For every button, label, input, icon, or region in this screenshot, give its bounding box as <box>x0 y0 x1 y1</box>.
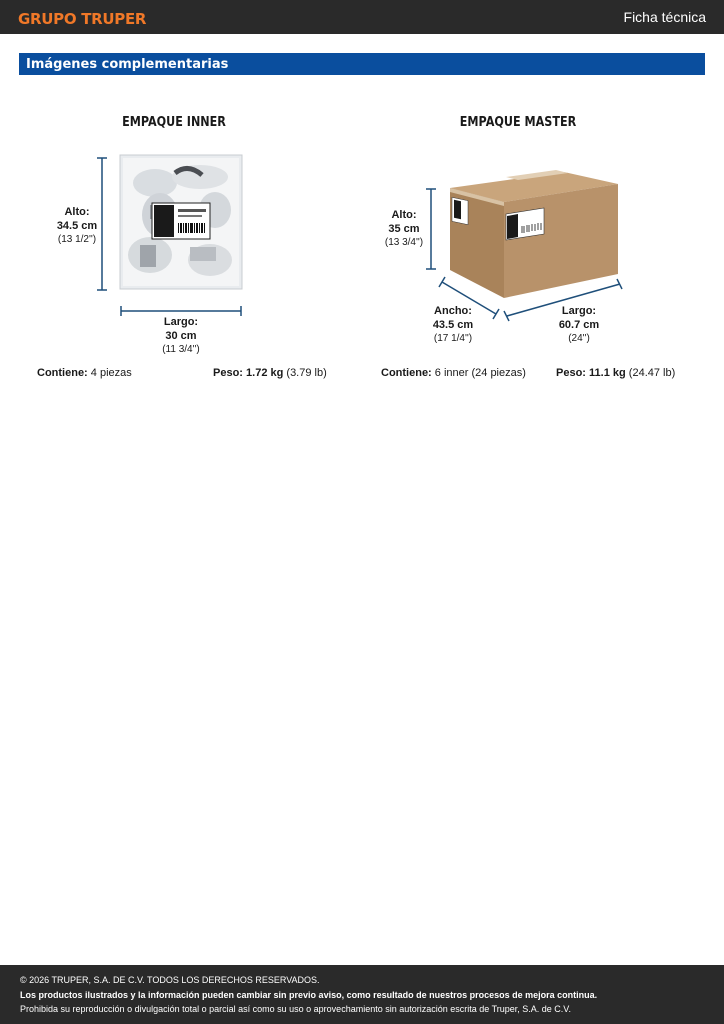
inner-package-title: EMPAQUE INNER <box>122 115 226 130</box>
inner-height-value: 34.5 cm <box>56 220 98 232</box>
master-contents <box>381 367 526 379</box>
master-length-label <box>551 304 607 346</box>
master-width-value: 43.5 cm <box>432 319 474 331</box>
inner-weight-value: 1.72 kg <box>246 367 284 379</box>
footer-notice: Los productos ilustrados y la información pueden cambiar sin previo aviso, como resultado de nuestros procesos de mejora continua. <box>20 990 598 1000</box>
inner-length-label <box>151 315 211 357</box>
footer-copyright: © 2026 TRUPER, S.A. DE C.V. TODOS LOS DERECHOS RESERVADOS. <box>20 975 320 985</box>
section-header <box>19 53 705 75</box>
master-weight-label: Peso: <box>556 367 586 379</box>
master-height-label <box>381 208 427 250</box>
master-contents-label: Contiene: <box>381 367 432 379</box>
inner-contents-value: 4 piezas <box>90 367 132 379</box>
inner-length-caption: Largo: <box>163 316 199 328</box>
inner-length-imperial: (11 3/4'') <box>162 344 200 355</box>
inner-height-label <box>52 205 102 247</box>
master-width-label <box>426 304 480 346</box>
inner-height-imperial: (13 1/2'') <box>57 234 97 245</box>
master-weight-value: 11.1 kg <box>589 367 626 379</box>
inner-height-caption: Alto: <box>64 206 90 218</box>
master-width-imperial: (17 1/4'') <box>433 333 473 344</box>
master-width-caption: Ancho: <box>434 305 472 317</box>
inner-weight <box>213 367 327 379</box>
master-weight-imperial: (24.47 lb) <box>628 367 676 379</box>
master-length-caption: Largo: <box>561 305 597 317</box>
inner-weight-label: Peso: <box>213 367 243 379</box>
top-bar <box>0 0 724 34</box>
master-height-value: 35 cm <box>388 223 420 235</box>
inner-contents <box>37 367 132 379</box>
brand-logo: GRUPO TRUPER <box>18 10 147 28</box>
master-contents-value: 6 inner (24 piezas) <box>434 367 526 379</box>
inner-contents-label: Contiene: <box>37 367 88 379</box>
inner-weight-imperial: (3.79 lb) <box>286 367 327 379</box>
inner-package-image <box>120 155 242 289</box>
inner-length-value: 30 cm <box>165 330 197 342</box>
master-height-imperial: (13 3/4'') <box>384 237 424 248</box>
section-title: Imágenes complementarias <box>26 57 229 72</box>
footer <box>0 965 724 1024</box>
master-length-imperial: (24'') <box>568 333 590 344</box>
master-weight <box>556 367 675 379</box>
footer-prohibition: Prohibida su reproducción o divulgación total o parcial así como su uso o aprovechamiento sin autorización escrita de Truper, S.A. de C.V. <box>20 1004 571 1014</box>
master-length-value: 60.7 cm <box>558 319 600 331</box>
document-type: Ficha técnica <box>623 9 706 25</box>
master-height-caption: Alto: <box>391 209 417 221</box>
master-package-title: EMPAQUE MASTER <box>459 115 577 130</box>
